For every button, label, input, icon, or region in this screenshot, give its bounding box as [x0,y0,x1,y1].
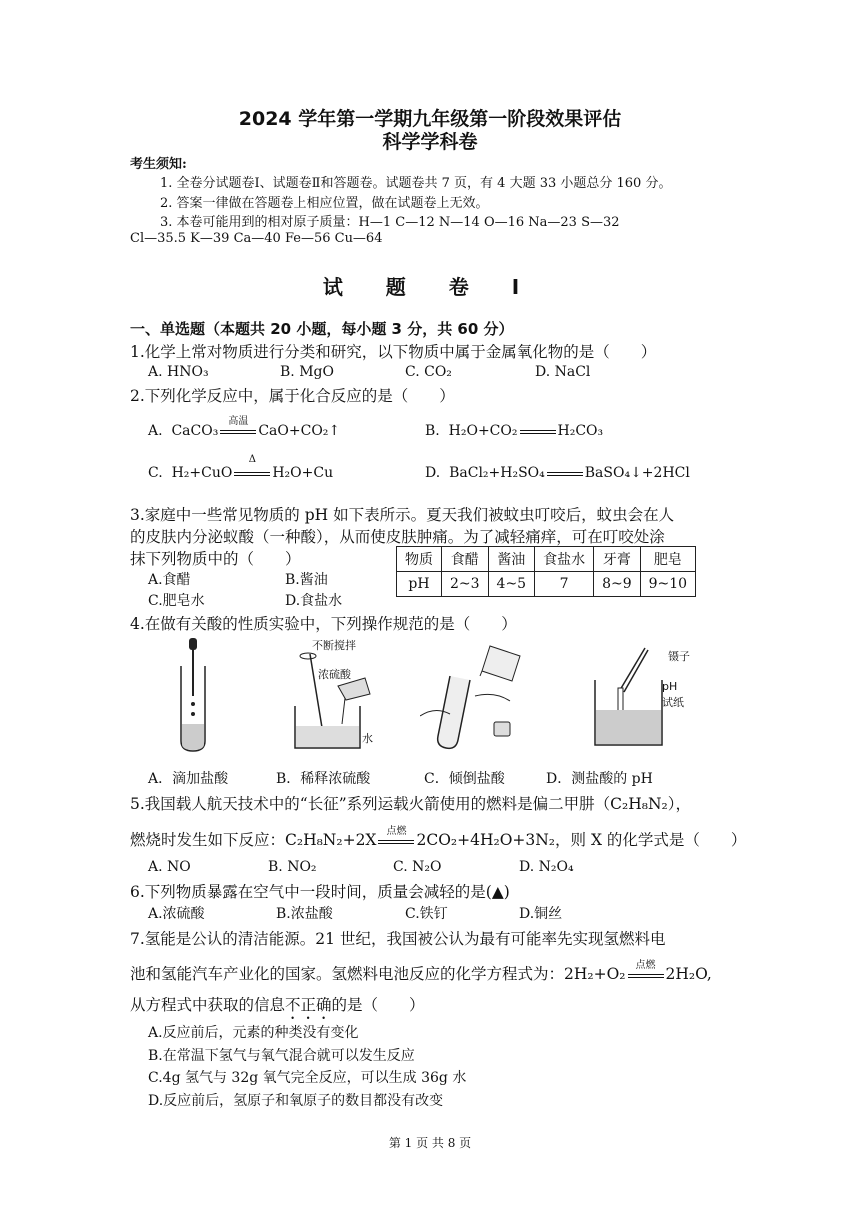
q2-option-b [425,423,603,439]
fig-b-label-water: 水 [362,732,373,745]
q2-option-c [148,454,334,481]
table-cell: 物质 [397,547,442,572]
equals-sign [232,454,272,481]
q7-text-before-equation: 池和氢能汽车产业化的国家。氢燃料电池反应的化学方程式为：2H₂+O₂ [130,965,626,983]
page-footer: 第 1 页 共 8 页 [388,1136,472,1150]
table-cell: pH [397,572,442,597]
q3-option-b: B.酱油 [285,572,328,588]
notice-item-2: 2. 答案一律做在答题卷上相应位置，做在试题卷上无效。 [160,196,489,211]
q4-option-c: C．倾倒盐酸 [424,771,505,787]
figure-diluting-acid [290,636,390,756]
fig-d-label-ph: pH [662,680,678,693]
q5-option-b: B. NO₂ [268,859,317,875]
q7-text-pre: 从方程式中获取的信息 [130,996,286,1014]
q7-option-a: A.反应前后，元素的种类没有变化 [148,1025,359,1041]
q2-option-d [425,465,690,481]
q2-b-reactants: H₂O+CO₂ [448,423,518,439]
table-header-row [397,547,696,572]
table-cell: 7 [535,572,594,597]
fig-b-label-acid: 浓硫酸 [318,668,351,681]
q5-option-c: C. N₂O [393,859,442,875]
fig-b-label-stirring: 不断搅拌 [312,639,356,652]
table-cell: 9~10 [640,572,695,597]
table-cell: 食醋 [442,547,489,572]
figure-measuring-ph [590,640,670,750]
q3-option-a: A.食醋 [148,572,191,588]
q7-option-c: C.4g 氢气与 32g 氧气完全反应，可以生成 36g 水 [148,1070,467,1086]
equals-sign [518,423,558,439]
table-cell: 牙膏 [594,547,641,572]
q7-equation-product: 2H₂O, [665,965,712,983]
q4-option-a: A．滴加盐酸 [148,771,229,787]
notice-heading: 考生须知: [130,157,187,172]
q3-stem-line-2: 的皮肤内分泌蚁酸（一种酸），从而使皮肤肿痛。为了减轻痛痒，可在叮咬处涂 [130,528,665,546]
fig-d-label-tweezers: 镊子 [668,650,690,663]
q3-option-c: C.肥皂水 [148,593,205,609]
q2-a-products: CaO+CO₂↑ [258,423,341,439]
q2-b-products: H₂CO₃ [557,423,604,439]
q2-c-products: H₂O+Cu [272,465,334,481]
q1-option-d: D. NaCl [535,364,591,380]
table-cell: 4~5 [488,572,535,597]
table-cell: 肥皂 [640,547,695,572]
q2-stem: 2.下列化学反应中，属于化合反应的是（ ） [130,387,455,405]
q7-stem-line-2 [130,962,712,984]
fig-d-label-paper: 试纸 [662,696,684,709]
q3-option-d: D.食盐水 [285,593,343,609]
notice-item-3-cont: Cl—35.5 K—39 Ca—40 Fe—56 Cu—64 [130,231,383,246]
q5-equation-left: 燃烧时发生如下反应：C₂H₈N₂+2X [130,831,377,849]
q2-c-label: C. [148,465,163,481]
q7-stem-line-3 [130,993,425,1023]
q7-condition: 点燃 [635,960,656,971]
q6-option-c: C.铁钉 [405,906,448,922]
q2-d-label: D. [425,465,441,481]
q4-stem: 4.在做有关酸的性质实验中，下列操作规范的是（ ） [130,615,517,633]
q2-c-reactants: H₂+CuO [171,465,233,481]
equals-sign [218,416,258,439]
q2-c-condition: Δ [248,454,256,465]
equals-sign [545,465,585,481]
paper-section-heading: 试 题 卷 Ⅰ [322,275,538,299]
q5-stem-line-2 [130,828,746,850]
q4-option-d: D．测盐酸的 pH [546,771,653,787]
notice-item-3: 3. 本卷可能用到的相对原子质量：H—1 C—12 N—14 O—16 Na—23 S—32 [160,215,620,230]
q2-a-condition: 高温 [228,416,249,427]
figure-pouring-acid [420,636,530,756]
q7-text-post: 的是（ ） [331,996,425,1014]
q6-option-a: A.浓硫酸 [148,906,205,922]
q4-option-b: B．稀释浓硫酸 [276,771,371,787]
table-row [397,572,696,597]
q1-stem: 1.化学上常对物质进行分类和研究，以下物质中属于金属氧化物的是（ ） [130,343,657,361]
q3-stem-line-3: 抹下列物质中的（ ） [130,550,301,568]
q7-stem-line-1: 7.氢能是公认的清洁能源。21 世纪，我国被公认为最有可能率先实现氢燃料电 [130,930,666,948]
q5-condition: 点燃 [386,826,407,837]
equals-sign [626,960,666,983]
table-cell: 食盐水 [535,547,594,572]
section-1-heading: 一、单选题（本题共 20 小题，每小题 3 分，共 60 分） [130,320,514,338]
figure-dropping-acid [165,636,225,756]
q7-option-b: B.在常温下氢气与氧气混合就可以发生反应 [148,1048,415,1064]
q6-stem: 6.下列物质暴露在空气中一段时间，质量会减轻的是(▲) [130,883,510,901]
q5-equation-right: 2CO₂+4H₂O+3N₂，则 X 的化学式是（ ） [416,831,747,849]
table-cell: 2~3 [442,572,489,597]
paper-subtitle: 科学学科卷 [382,131,478,153]
q2-a-label: A. [148,423,163,439]
q3-stem-line-1: 3.家庭中一些常见物质的 pH 如下表所示。夏天我们被蚊虫叮咬后，蚊虫会在人 [130,506,675,524]
q7-option-d: D.反应前后，氢原子和氧原子的数目都没有改变 [148,1093,444,1109]
q1-option-a: A. HNO₃ [148,364,209,380]
q6-option-b: B.浓盐酸 [276,906,333,922]
q2-option-a [148,416,341,439]
notice-item-1: 1. 全卷分试题卷Ⅰ、试题卷Ⅱ和答题卷。试题卷共 7 页，有 4 大题 33 小题总分 160 分。 [160,176,672,191]
table-cell: 8~9 [594,572,641,597]
q5-option-d: D. N₂O₄ [519,859,574,875]
q7-emphasis: 不正确 [285,996,332,1014]
paper-title: 2024 学年第一学期九年级第一阶段效果评估 [238,108,622,130]
table-cell: 酱油 [488,547,535,572]
q1-option-b: B. MgO [280,364,334,380]
q6-option-d: D.铜丝 [519,906,563,922]
q2-d-products: BaSO₄↓+2HCl [584,465,690,481]
q2-d-reactants: BaCl₂+H₂SO₄ [449,465,545,481]
equals-sign [376,826,416,849]
ph-table [396,546,696,597]
q1-option-c: C. CO₂ [405,364,452,380]
q2-b-label: B. [425,423,440,439]
q5-option-a: A. NO [148,859,191,875]
q5-stem-line-1: 5.我国载人航天技术中的“长征”系列运载火箭使用的燃料是偏二甲肼（C₂H₈N₂）， [130,795,691,813]
q2-a-reactants: CaCO₃ [171,423,219,439]
